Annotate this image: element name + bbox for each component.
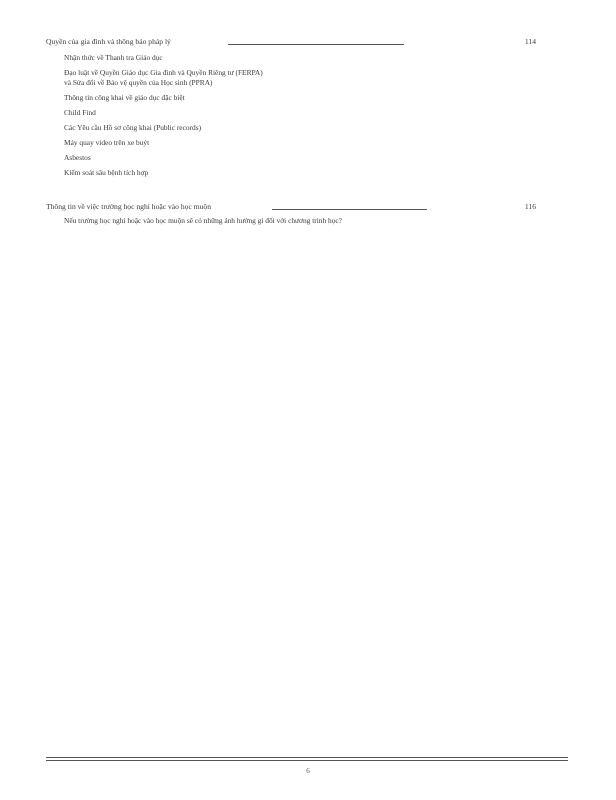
toc-subitem[interactable]: Asbestos (64, 153, 91, 162)
toc-page-number: 116 (524, 202, 536, 211)
toc-subitem[interactable]: Thông tin công khai về giáo dục đặc biệt (64, 93, 185, 102)
toc-subitems-school-closure (64, 216, 342, 231)
footer-page-number: 6 (306, 767, 310, 775)
footer-divider (46, 757, 568, 761)
toc-page-number: 114 (524, 37, 536, 46)
toc-subitem[interactable]: Child Find (64, 108, 96, 117)
toc-subitem[interactable]: Kiểm soát sâu bệnh tích hợp (64, 168, 149, 177)
toc-section-title: Thông tin về việc trường học nghỉ hoặc vào học muộn (46, 202, 212, 211)
toc-subitems-family-rights (64, 53, 263, 183)
toc-subitem[interactable]: Đạo luật về Quyền Giáo dục Gia đình và Quyền Riêng tư (FERPA) (64, 68, 263, 77)
toc-section-title: Quyền của gia đình và thông báo pháp lý (46, 37, 171, 46)
toc-leader-line (272, 209, 427, 210)
toc-subitem[interactable]: Nếu trường học nghỉ hoặc vào học muộn sẽ có những ảnh hưởng gì đối với chương trình học? (64, 216, 342, 225)
toc-section-school-closure[interactable] (46, 201, 536, 213)
toc-subitem[interactable]: và Sửa đổi về Bảo vệ quyền của Học sinh (PPRA) (64, 78, 213, 87)
toc-section-family-rights[interactable] (46, 36, 536, 48)
toc-subitem[interactable]: Các Yêu cầu Hồ sơ công khai (Public records) (64, 123, 202, 132)
toc-subitem[interactable]: Nhận thức về Thanh tra Giáo dục (64, 53, 163, 62)
toc-leader-line (228, 44, 404, 45)
toc-subitem[interactable]: Máy quay video trên xe buýt (64, 138, 150, 147)
